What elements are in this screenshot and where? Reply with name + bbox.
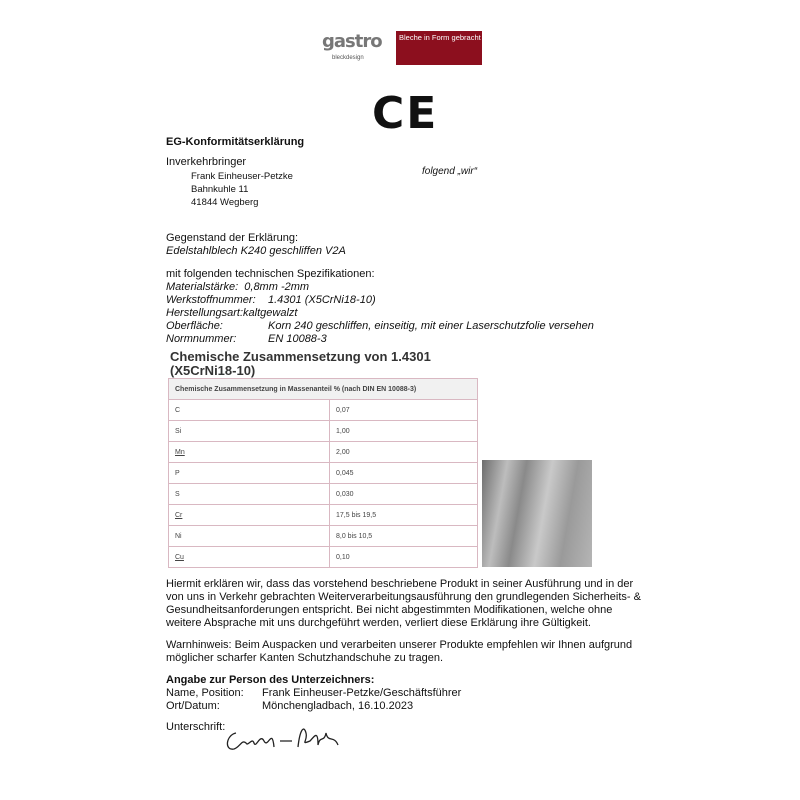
specs-list [166,281,594,346]
document-title: EG-Konformitätserklärung [166,136,305,148]
value-cell: 0,045 [330,463,478,484]
chem-table [168,378,478,568]
warning-text: Warnhinweis: Beim Auspacken und verarbeiten unserer Produkte empfehlen wir Ihnen aufgrund möglicher scharfer Kanten Schutzhandschuhe zu tragen. [166,639,633,664]
distributor-label: Inverkehrbringer [166,156,247,168]
value-cell: 0,10 [330,547,478,568]
spec-row [166,294,594,307]
spec-value: kaltgewalzt [243,307,298,319]
spec-row [166,333,594,346]
subject-value: Edelstahlblech K240 geschliffen V2A [166,245,346,257]
spec-label: Herstellungsart: [166,307,244,319]
table-row [169,463,478,484]
value-cell: 8,0 bis 10,5 [330,526,478,547]
element-cell: S [169,484,330,505]
logo-tagline: Bleche in Form gebracht [396,31,482,65]
place-label: Ort/Datum: [166,700,220,712]
logo-wordmark: gastro [322,31,382,52]
value-cell: 2,00 [330,442,478,463]
table-header-row [169,379,478,400]
spec-value: 0,8mm -2mm [244,281,310,293]
table-header: Chemische Zusammensetzung in Massenanteil % (nach DIN EN 10088-3) [169,379,478,400]
signer-heading: Angabe zur Person des Unterzeichners: [166,674,375,686]
spec-value: EN 10088-3 [268,333,327,345]
distributor-address [191,170,293,209]
table-row [169,400,478,421]
chem-title-line1: Chemische Zusammensetzung von 1.4301 [170,349,431,364]
specs-intro: mit folgenden technischen Spezifikationen: [166,268,375,280]
value-cell: 0,030 [330,484,478,505]
name-value: Frank Einheuser-Petzke/Geschäftsführer [262,687,462,699]
declaration-text: Hiermit erklären wir, dass das vorstehend beschriebene Produkt in seiner Ausführung und in der von uns in Verkehr gebrachten Weiterverarbeitungsausführung den grundlegenden Sicherheits- & Gesundheitsanforderungen entspricht. Bei nicht abgestimmten Modifikationen, welche ohne weitere Absprache mit uns durchgeführt werden, verliert diese Erklärung ihre Gültigkeit. [166,578,641,629]
element-cell: Mn [169,442,330,463]
table-row [169,421,478,442]
value-cell: 17,5 bis 19,5 [330,505,478,526]
value-cell: 1,00 [330,421,478,442]
distributor-alias: folgend „wir“ [422,166,478,177]
chem-title [170,350,431,378]
distributor-name: Frank Einheuser-Petzke [191,171,293,182]
handwritten-signature [222,721,352,757]
signature-row [166,721,646,757]
spec-row [166,281,594,294]
company-logo [322,31,482,65]
distributor-street: Bahnkuhle 11 [191,184,249,195]
spec-label: Normnummer: [166,333,237,345]
signature-label: Unterschrift: [166,721,226,733]
element-cell: Ni [169,526,330,547]
ce-mark: CE [372,88,439,139]
logo-subtitle: bleckdesign [332,55,364,61]
spec-row [166,307,594,320]
spec-value: 1.4301 (X5CrNi18-10) [268,294,376,306]
table-row [169,442,478,463]
signer-row [166,687,646,700]
table-row [169,484,478,505]
spec-value: Korn 240 geschliffen, einseitig, mit einer Laserschutzfolie versehen [268,320,594,332]
signer-row [166,700,646,713]
subject-label: Gegenstand der Erklärung: [166,232,299,244]
element-cell: Cu [169,547,330,568]
name-label: Name, Position: [166,687,244,699]
spec-label: Oberfläche: [166,320,223,332]
brushed-steel-image [482,460,592,567]
spec-row [166,320,594,333]
element-cell: Cr [169,505,330,526]
element-cell: P [169,463,330,484]
chem-title-line2: (X5CrNi18-10) [170,363,256,378]
table-row [169,526,478,547]
value-cell: 0,07 [330,400,478,421]
element-cell: C [169,400,330,421]
table-row [169,547,478,568]
spec-label: Werkstoffnummer: [166,294,256,306]
distributor-city: 41844 Wegberg [191,197,259,208]
place-value: Mönchengladbach, 16.10.2023 [262,700,414,712]
table-row [169,505,478,526]
spec-label: Materialstärke: [166,281,239,293]
closing-section [166,578,646,757]
element-cell: Si [169,421,330,442]
